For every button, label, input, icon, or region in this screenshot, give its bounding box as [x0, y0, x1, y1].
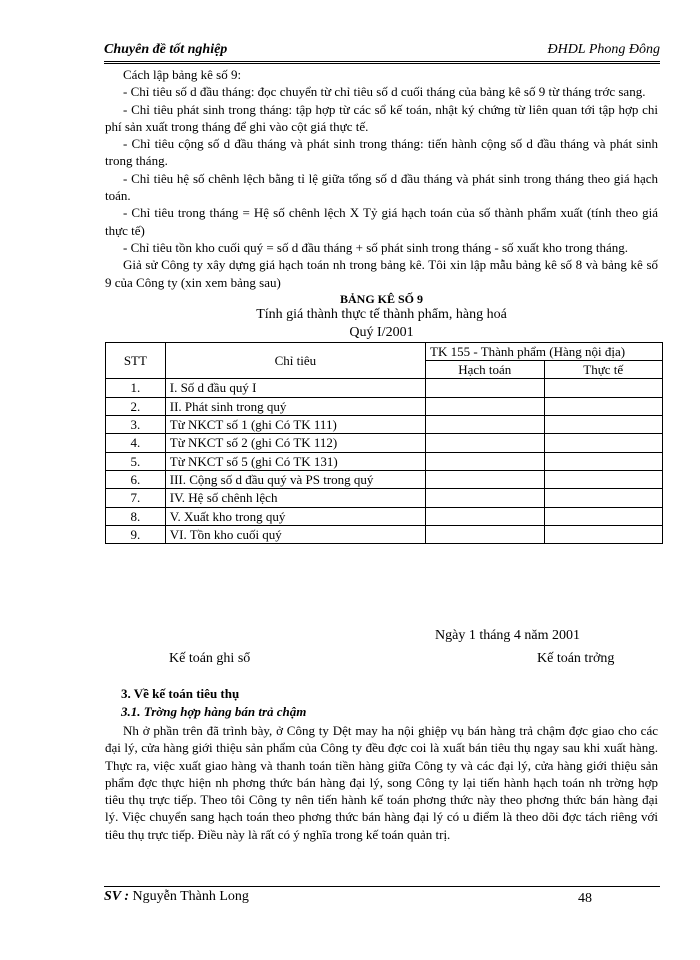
ledger-table	[105, 342, 663, 544]
table-row	[106, 434, 663, 452]
table-row	[106, 525, 663, 543]
row-thucte	[544, 397, 663, 415]
page-number: 48	[578, 891, 592, 906]
row-hachtoan	[426, 397, 544, 415]
header-hachtoan: Hạch toán	[426, 361, 544, 379]
row-thucte	[544, 379, 663, 397]
intro-closing: Giả sử Công ty xây dựng giá hạch toán nh trong bảng kê. Tôi xin lập mẫu bảng kê số 8 và bảng kê số 9 của Công ty (xin xem bảng sau)	[105, 257, 658, 290]
row-hachtoan	[426, 434, 544, 452]
row-label: I. Số d đầu quý I	[165, 379, 425, 397]
intro-item: - Chỉ tiêu số d đầu tháng: đọc chuyển từ chỉ tiêu số d cuối tháng của bảng kê số 9 từ tháng trớc sang.	[123, 84, 646, 100]
intro-item: - Chỉ tiêu phát sinh trong tháng: tập hợp từ các sổ kế toán, nhật ký chứng từ liên quan tới tập hợp chi phí sản xuất trong tháng để ghi vào cột giá thực tế.	[105, 101, 658, 134]
header-divider	[104, 61, 660, 62]
header-title: Chuyên đề tốt nghiệp	[104, 42, 228, 57]
intro-item: - Chỉ tiêu trong tháng = Hệ số chênh lệch X Tỷ giá hạch toán của số thành phẩm xuất (tính theo giá thực tế)	[105, 205, 658, 238]
intro-heading: Cách lập bảng kê số 9:	[123, 67, 242, 82]
footer-sv-label: SV :	[104, 889, 130, 904]
row-label: Từ NKCT số 2 (ghi Có TK 112)	[165, 434, 425, 452]
section-heading: 3. Về kế toán tiêu thụ	[121, 686, 240, 701]
table-subtitle: Tính giá thành thực tế thành phẩm, hàng hoá	[256, 306, 507, 322]
header-school: ĐHDL Phong Đông	[547, 42, 660, 57]
section-body	[105, 722, 658, 843]
row-label: IV. Hệ số chênh lệch	[165, 489, 425, 507]
row-label: Từ NKCT số 1 (ghi Có TK 111)	[165, 416, 425, 434]
row-thucte	[544, 489, 663, 507]
row-stt: 4.	[106, 434, 166, 452]
section-paragraph: Nh ở phần trên đã trình bày, ở Công ty Dệt may ha nội ghiệp vụ bán hàng trả chậm đợc giao cho các đại lý, cửa hàng giới thiệu sản phẩm của Công ty đều đợc coi là xuất bán tiêu thụ ngay sau khi xuất hàng. Thực ra, việc xuất giao hàng và thanh toán tiền hàng giữa Công ty và các đại lý, cửa hàng giới thiệu sản phẩm đợc thực hiện nh phơng thức bán hàng đại lý, song Công ty lại tiến hành hạch toán nh trờng hợp tiêu thụ trực tiếp. Theo tôi Công ty nên tiến hành kế toán phơng thức này theo phơng thức bán hàng đại lý. Việc chuyển sang hạch toán theo phơng thức bán hàng đại lý có u điểm là theo dõi đợc tách riêng với tiêu thụ trực tiếp. Điều này là rất có ý nghĩa trong kế toán quản trị.	[105, 723, 658, 842]
header-stt: STT	[106, 342, 166, 379]
row-label: III. Cộng số d đầu quý và PS trong quý	[165, 470, 425, 488]
table-row	[106, 507, 663, 525]
row-hachtoan	[426, 489, 544, 507]
row-stt: 6.	[106, 470, 166, 488]
row-stt: 3.	[106, 416, 166, 434]
header-divider-secondary	[104, 63, 660, 64]
intro-item: - Chỉ tiêu cộng số d đầu tháng và phát sinh trong tháng: tiến hành cộng số d đầu tháng và phát sinh trong tháng.	[105, 136, 658, 169]
row-label: Từ NKCT số 5 (ghi Có TK 131)	[165, 452, 425, 470]
table-header-row	[106, 342, 663, 360]
header-account-group: TK 155 - Thành phẩm (Hàng nội địa)	[426, 342, 663, 360]
row-hachtoan	[426, 416, 544, 434]
table-row	[106, 397, 663, 415]
row-thucte	[544, 416, 663, 434]
row-thucte	[544, 470, 663, 488]
row-thucte	[544, 434, 663, 452]
table-row	[106, 379, 663, 397]
row-hachtoan	[426, 452, 544, 470]
row-stt: 5.	[106, 452, 166, 470]
footer-author-block	[104, 889, 249, 905]
subsection-heading: 3.1. Trờng hợp hàng bán trả chậm	[121, 704, 307, 719]
row-thucte	[544, 452, 663, 470]
row-hachtoan	[426, 470, 544, 488]
row-hachtoan	[426, 379, 544, 397]
table-row	[106, 489, 663, 507]
table-row	[106, 470, 663, 488]
row-stt: 1.	[106, 379, 166, 397]
footer-divider	[104, 886, 660, 887]
footer-author: Nguyễn Thành Long	[132, 889, 249, 904]
row-stt: 7.	[106, 489, 166, 507]
row-thucte	[544, 525, 663, 543]
row-label: V. Xuất kho trong quý	[165, 507, 425, 525]
row-stt: 8.	[106, 507, 166, 525]
signature-date: Ngày 1 tháng 4 năm 2001	[435, 628, 581, 643]
table-title: BẢNG KÊ SỐ 9	[339, 291, 423, 306]
row-hachtoan	[426, 507, 544, 525]
intro-item: - Chỉ tiêu tồn kho cuối quý = số d đầu tháng + số phát sinh trong tháng - số xuất kho trong tháng.	[123, 239, 629, 255]
row-label: VI. Tồn kho cuối quý	[165, 525, 425, 543]
row-stt: 2.	[106, 397, 166, 415]
row-stt: 9.	[106, 525, 166, 543]
row-hachtoan	[426, 525, 544, 543]
signature-chief-accountant: Kế toán trởng	[537, 651, 615, 666]
row-thucte	[544, 507, 663, 525]
table-row	[106, 416, 663, 434]
intro-item: - Chỉ tiêu hệ số chênh lệch bằng tỉ lệ giữa tổng số d đầu tháng và phát sinh trong tháng theo giá hạch toán.	[105, 170, 658, 204]
signature-bookkeeper: Kế toán ghi sổ	[169, 651, 251, 666]
header-thucte: Thực tế	[544, 361, 663, 379]
header-chitieu: Chỉ tiêu	[165, 342, 425, 379]
row-label: II. Phát sinh trong quý	[165, 397, 425, 415]
page-body	[105, 66, 658, 544]
table-period: Quý I/2001	[349, 324, 414, 340]
table-row	[106, 452, 663, 470]
